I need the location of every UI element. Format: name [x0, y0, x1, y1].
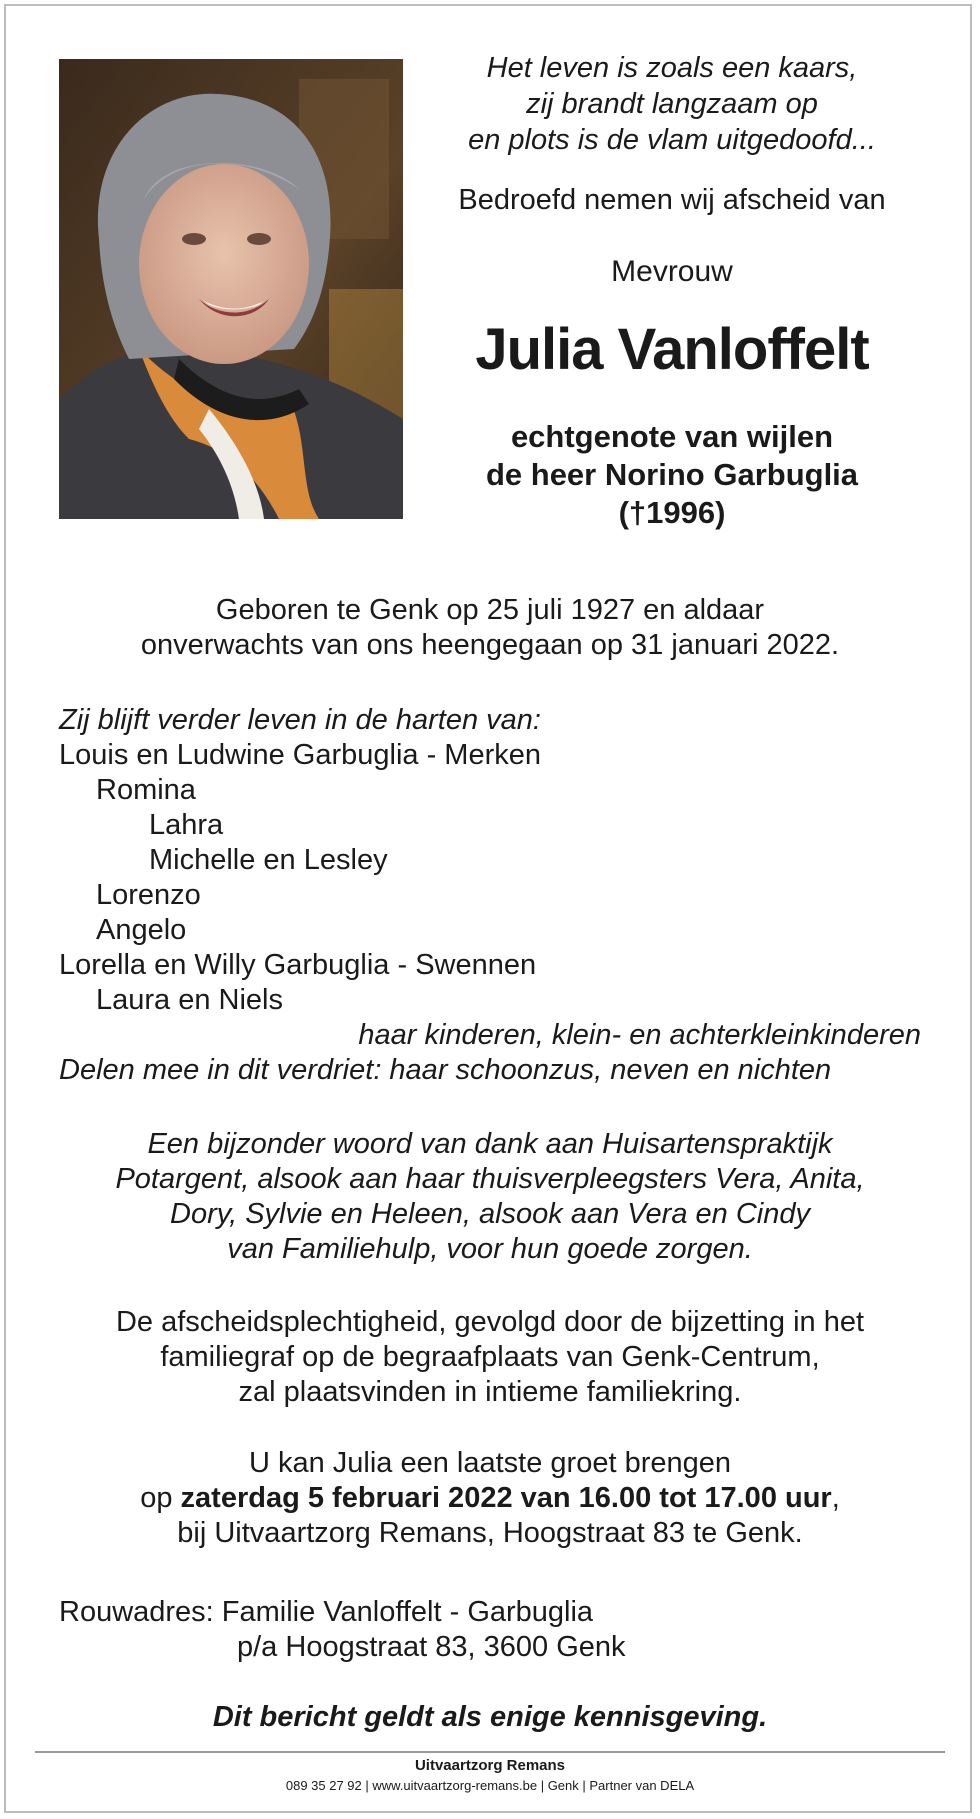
spouse-line: echtgenote van wijlen — [510, 419, 834, 454]
funeral-home-contact: 089 35 27 92 | www.uitvaartzorg-remans.be | Genk | Partner van DELA — [285, 1778, 695, 1793]
poem-line: Het leven is zoals een kaars, — [486, 52, 858, 84]
thanks-line: Een bijzonder woord van dank aan Huisartenspraktijk — [147, 1128, 833, 1160]
spouse-line: de heer Norino Garbuglia — [485, 457, 859, 492]
visit-suffix: , — [831, 1482, 840, 1514]
intro-text: Bedroefd nemen wij afscheid van — [458, 184, 886, 216]
family-member: Lorenzo — [96, 879, 201, 911]
birth-line: Geboren te Genk op 25 juli 1927 en aldaar — [215, 594, 765, 626]
family-member: Laura en Niels — [96, 984, 283, 1016]
thanks-line: van Familiehulp, voor hun goede zorgen. — [227, 1233, 753, 1265]
visit-datetime: zaterdag 5 februari 2022 van 16.00 tot 17.00 uur — [180, 1482, 832, 1514]
thanks-line: Potargent, alsook aan haar thuisverpleegsters Vera, Anita, — [115, 1163, 865, 1195]
ceremony-line: zal plaatsvinden in intieme familiekring. — [238, 1376, 742, 1408]
ceremony-line: familiegraf op de begraafplaats van Genk-Centrum, — [160, 1341, 820, 1373]
family-member: Lorella en Willy Garbuglia - Swennen — [59, 949, 537, 981]
family-relation: haar kinderen, klein- en achterkleinkinderen — [358, 1019, 921, 1051]
portrait-photo — [59, 59, 403, 519]
family-member: Romina — [96, 774, 196, 806]
poem-line: zij brandt langzaam op — [526, 88, 818, 120]
ceremony-line: De afscheidsplechtigheid, gevolgd door de bijzetting in het — [115, 1306, 865, 1338]
birth-death-info — [59, 593, 921, 663]
thanks-text — [59, 1127, 921, 1267]
family-heading: Zij blijft verder leven in de harten van: — [59, 704, 541, 736]
notice-text: Dit bericht geldt als enige kennisgeving. — [212, 1701, 768, 1733]
address-line: p/a Hoogstraat 83, 3600 Genk — [237, 1631, 626, 1663]
poem — [430, 50, 914, 158]
family-member: Michelle en Lesley — [149, 844, 388, 876]
spouse-line: (†1996) — [618, 495, 726, 530]
family-member: Angelo — [96, 914, 187, 946]
visit-datetime-line — [59, 1481, 921, 1516]
visit-line: bij Uitvaartzorg Remans, Hoogstraat 83 te Genk. — [177, 1517, 803, 1549]
visit-prefix: op — [140, 1482, 181, 1514]
visit-line: U kan Julia een laatste groet brengen — [248, 1447, 732, 1479]
shared-grief: Delen mee in dit verdriet: haar schoonzus, neven en nichten — [59, 1054, 832, 1086]
family-member: Louis en Ludwine Garbuglia - Merken — [59, 739, 541, 771]
address-line: Rouwadres: Familie Vanloffelt - Garbuglia — [59, 1596, 594, 1628]
mourning-address — [59, 1595, 921, 1665]
header-text — [430, 50, 914, 532]
ceremony-text — [59, 1305, 921, 1410]
honorific: Mevrouw — [611, 255, 733, 288]
thanks-line: Dory, Sylvie en Heleen, alsook aan Vera en Cindy — [170, 1198, 810, 1230]
funeral-home-name: Uitvaartzorg Remans — [414, 1757, 566, 1774]
family-list — [59, 703, 921, 1088]
deceased-name: Julia Vanloffelt — [475, 317, 869, 382]
death-line: onverwachts van ons heengegaan op 31 januari 2022. — [140, 629, 840, 661]
footer-divider — [35, 1751, 945, 1753]
spouse-info — [430, 418, 914, 532]
poem-line: en plots is de vlam uitgedoofd... — [468, 124, 876, 156]
visitation-text — [59, 1446, 921, 1551]
family-member: Lahra — [149, 809, 224, 841]
